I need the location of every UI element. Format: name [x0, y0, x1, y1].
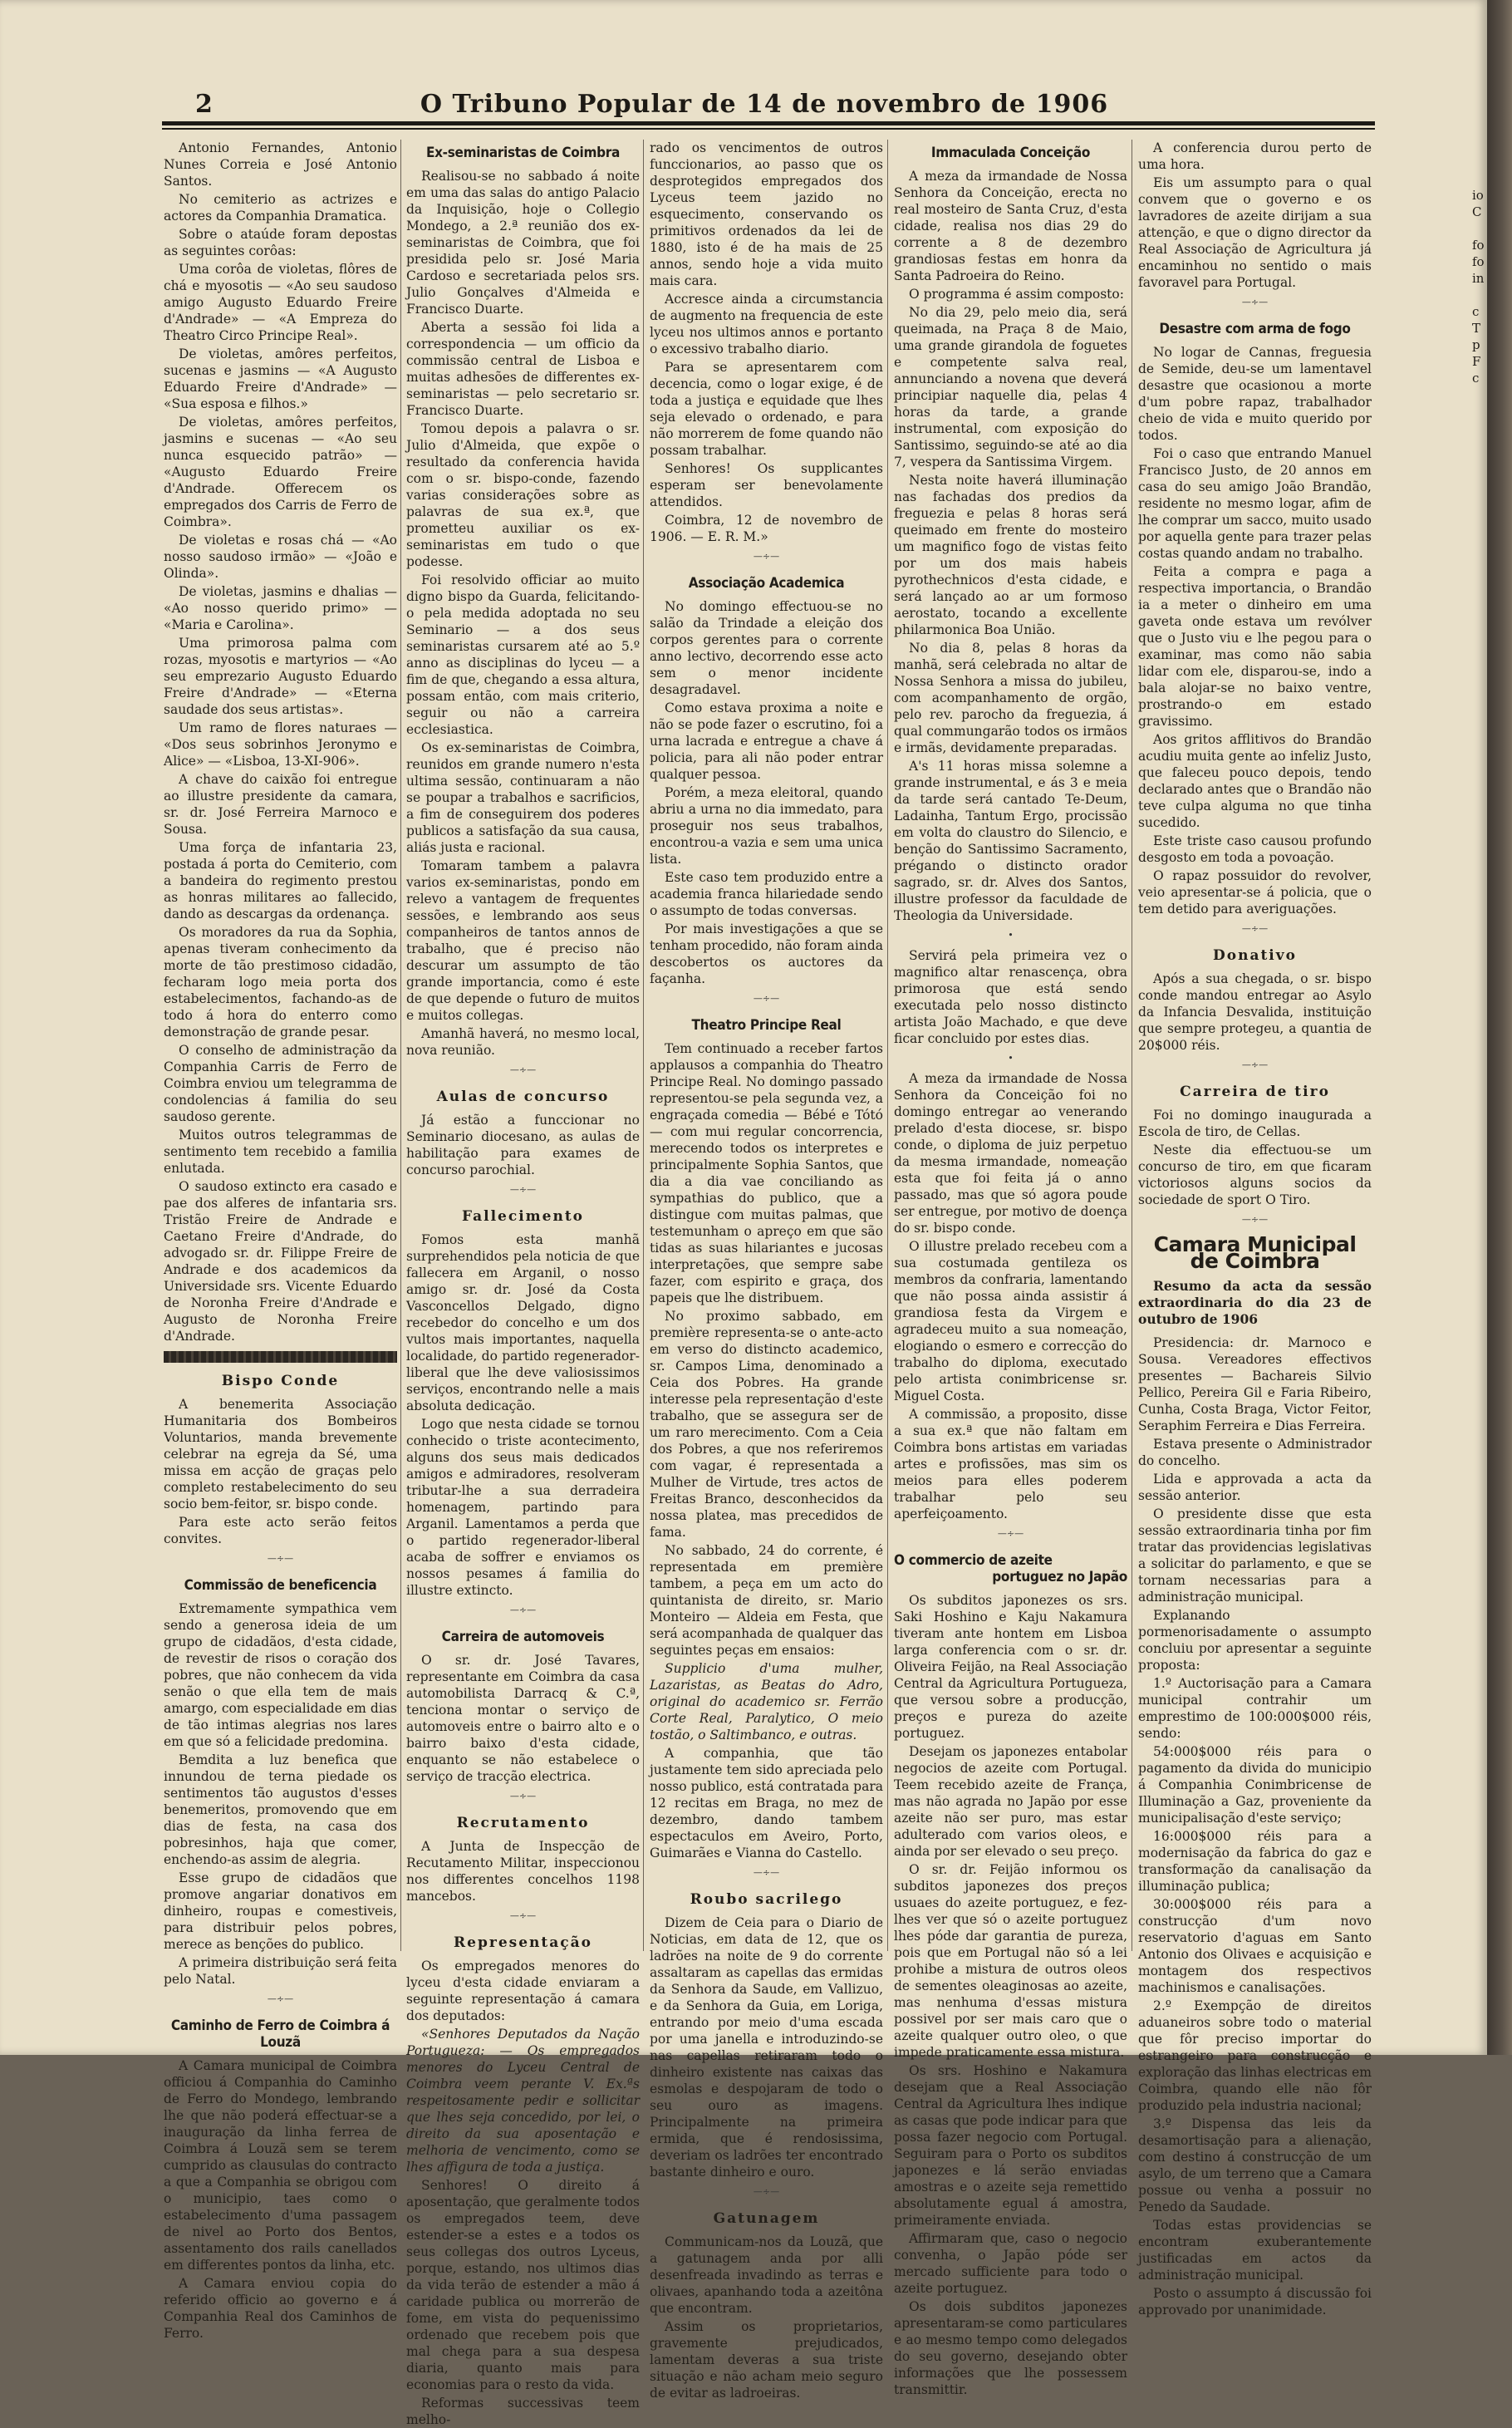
paragraph: Communicam-nos da Louzã, que a gatunagem anda por alli desenfreada invadindo as terras e olivaes, apanhando toda a azeitôna que encontram.	[650, 2234, 883, 2316]
heading-associacao-academica: Associação Academica	[688, 575, 845, 592]
paragraph: Foi resolvido officiar ao muito digno bispo da Guarda, felicitando-o pela medida adoptada no seu Seminario — a dos seus seminaristas cursarem até ao 5.º anno as disciplinas do lyceu — a fim de que, chegando a essa altura, possam então, com mais criterio, seguir ou não a carreira ecclesiastica.	[406, 573, 640, 737]
ornament: —∻—	[509, 1605, 537, 1615]
column-2	[406, 140, 640, 2427]
paragraph: Realisou-se no sabbado á noite em uma das salas do antigo Palacio da Inquisição, hoje o Collegio Mondego, a 2.ª reunião dos ex-seminaristas de Coimbra, que foi presidida pelo sr. José Maria Cardoso e secretariada pelos srs. Julio Gonçalves d'Almeida e Francisco Duarte.	[406, 169, 640, 317]
ornament: —∻—	[267, 1553, 294, 1564]
paragraph: Este triste caso causou profundo desgosto em toda a povoação.	[1138, 833, 1372, 865]
heading-carreira-automoveis: Carreira de automoveis	[441, 1629, 605, 1645]
paragraph: O programma é assim composto:	[909, 287, 1124, 302]
paragraph: Nesta noite haverá illuminação nas fachadas dos predios da freguezia e pelas 8 horas será queimado em frente do mosteiro um magnifico fogo de vistas feito por um dos mais habeis pyrothechnicos d'esta cidade, e será lançado ao ar um formoso aerostato, tocando a excellente philarmonica Boa União.	[894, 473, 1127, 637]
paragraph: Eis um assumpto para o qual convem que o governo e os lavradores de azeite dirijam a sua attenção, e que o digno director da Real Associação de Agricultura já encaminhou no sentido o mais favoravel para Portugal.	[1138, 175, 1372, 290]
paragraph: Foi no domingo inaugurada a Escola de tiro, de Cellas.	[1138, 1108, 1372, 1139]
paragraph: No proximo sabbado, em première representa-se o ante-acto em verso do distincto academico, sr. Campos Lima, denominado a Ceia dos Pobres. Ha grande interesse pela representação d'este trabalho, que se assegura ser de um raro merecimento. Com a Ceia dos Pobres, a que nos referiremos com vagar, é representada a Mulher de Virtude, tres actos de Freitas Branco, desconhecidos da nossa platea, mas precedidos de fama.	[650, 1309, 883, 1540]
paragraph: No dia 8, pelas 8 horas da manhã, será celebrada no altar de Nossa Senhora a missa do jubileu, com acompanhamento de orgão, pelo rev. parocho da freguezia, á qual commungarão todos os irmãos e irmãs, devidamente preparadas.	[894, 641, 1127, 755]
paragraph: A Junta de Inspecção de Recutamento Militar, inspeccionou nos differentes concelhos 1198 mancebos.	[406, 1839, 640, 1904]
paragraph: No cemiterio as actrizes e actores da Companhia Dramatica.	[164, 192, 397, 224]
paragraph: Por mais investigações a que se tenham procedido, não foram ainda descobertos os auctores da façanha.	[650, 922, 883, 986]
paragraph: O rapaz possuidor do revolver, veio apresentar-se á policia, que o tem detido para averiguações.	[1138, 868, 1372, 917]
paragraph: Accresce ainda a circumstancia de augmento na frequencia de este lyceu nos ultimos annos e portanto o excessivo trabalho diario.	[650, 292, 883, 356]
paragraph: A meza da irmandade de Nossa Senhora da Conceição, erecta no real mosteiro de Santa Cruz, d'esta cidade, realisa nos dias 29 do corrente a 8 de dezembro grandiosas festas em honra da Santa Padroeira do Reino.	[894, 169, 1127, 283]
column-5	[1138, 140, 1372, 2317]
ornament: —∻—	[753, 993, 780, 1004]
paragraph: De violetas, amôres perfeitos, sucenas e jasmins — «A Augusto Eduardo Freire d'Andrade» — «Sua esposa e filhos.»	[164, 347, 397, 411]
subheading-resumo-acta: Resumo da acta da sessão extraordinaria do dia 23 de outubro de 1906	[1138, 1278, 1372, 1327]
paragraph: Os dois subditos japonezes apresentaram-se como particulares e ao mesmo tempo como delegados do seu governo, desejando obter informações que lhe possessem transmittir.	[894, 2299, 1127, 2397]
heading-recrutamento: Recrutamento	[456, 1815, 590, 1831]
bullet-separator: •	[1008, 930, 1014, 941]
ornament: —∻—	[267, 1993, 294, 2004]
section-separator-bar	[164, 1351, 397, 1363]
paragraph: Os ex-seminaristas de Coimbra, reunidos em grande numero n'esta ultima sessão, continuaram a não se poupar a trabalhos e sacrificios, a fim de conseguirem dos poderes publicos a satisfação da sua causa, aliás justa e racional.	[406, 740, 640, 855]
paragraph: Tem continuado a receber fartos applausos a companhia do Theatro Principe Real. No domingo passado representou-se pela segunda vez, a engraçada comedia — Bébé e Tótó — com mui regular concorrencia, merecendo todos os interpretes e principalmente Sophia Santos, que dia a dia vae conciliando as sympathias do publico, que a distingue com muitas palmas, que testemunham o apreço em que são tidas as suas hilariantes e jucosas interpretações, que sempre sabe fazer, com espirito e graça, dos papeis que lhe distribuem.	[650, 1041, 883, 1305]
paragraph: O saudoso extincto era casado e pae dos alferes de infantaria srs. Tristão Freire de Andrade e Caetano Freire d'Andrade, do advogado sr. dr. Filippe Freire de Andrade e dos academicos da Universidade srs. Vicente Eduardo de Noronha Freire d'Andrade e Augusto de Noronha Freire d'Andrade.	[164, 1179, 397, 1344]
paragraph: Uma primorosa palma com rozas, myosotis e martyrios — «Ao seu emprezario Augusto Eduardo Freire d'Andrade» — «Eterna saudade dos seus artistas».	[164, 636, 397, 717]
paragraph: De violetas e rosas chá — «Ao nosso saudoso irmão» — «João e Olinda».	[164, 533, 397, 581]
heading-commercio-azeite: O commercio de azeite	[894, 1552, 1053, 1569]
paragraph: Os moradores da rua da Sophia, apenas tiveram conhecimento da morte de tão prestimoso cidadão, fecharam logo meia porta dos estabelecimentos, fachando-as de todo á hora do enterro como demonstração de grande pesar.	[164, 925, 397, 1040]
paragraph: Aberta a sessão foi lida a correspondencia — um officio da commissão central de Lisboa e muitas adhesões de differentes ex-seminaristas — pelo secretario sr. Francisco Duarte.	[406, 320, 640, 418]
paragraph: Porém, a meza eleitoral, quando abriu a urna no dia immedato, para proseguir nos seus trabalhos, encontrou-a vazia e sem uma unica lista.	[650, 785, 883, 867]
ornament: —∻—	[1241, 297, 1269, 307]
next-page-text-fragment: io C fo fo in c T p F c	[1472, 188, 1485, 386]
ornament: —∻—	[509, 1184, 537, 1195]
paragraph: 54:000$000 réis para o pagamento da divida do municipio á Companhia Conimbricense de Illuminação a Gaz, proveniente da municipalisação d'este serviço;	[1138, 1744, 1372, 1826]
ornament: —∻—	[1241, 1059, 1269, 1070]
paragraph: Senhores! O direito á aposentação, que geralmente todos os empregados teem, deve estender-se a estes e a todos os seus collegas dos outros Lyceus, porque, estando, nos ultimos dias da vida terão de estender a mão á caridade publica ou morrerão de fome, em vista do pequenissimo ordenado que recebem pois que mal chega para a sua despesa diaria, quanto mais para economias para o resto da vida.	[406, 2178, 640, 2392]
paragraph: A commissão, a proposito, disse a sua ex.ª que não faltam em Coimbra bons artistas em variadas artes e profissões, mas sim os meios para elles poderem trabalhar pelo seu aperfeiçoamento.	[894, 1407, 1127, 1521]
heading-gatunagem: Gatunagem	[713, 2210, 820, 2227]
paragraph: 3.º Dispensa das leis da desamortisação para a alienação, com destino á construcção de um asylo, de um terreno que a Camara possue ou venha a possuir no Penedo da Saudade.	[1138, 2116, 1372, 2214]
paragraph: A Camara enviou copia do referido officio ao governo e á Companhia Real dos Caminhos de Ferro.	[164, 2276, 397, 2341]
paragraph: A benemerita Associação Humanitaria dos Bombeiros Voluntarios, manda brevemente celebrar na egreja da Sé, uma missa em acção de graças pelo completo restabelecimento do seu socio bem-feitor, sr. bispo conde.	[164, 1397, 397, 1511]
heading-ex-seminaristas: Ex-seminaristas de Coimbra	[425, 145, 621, 161]
paragraph: A conferencia durou perto de uma hora.	[1138, 140, 1372, 172]
ornament: —∻—	[509, 1064, 537, 1075]
column-divider	[643, 140, 644, 1951]
paragraph: Como estava proxima a noite e não se pode fazer o escrutino, foi a urna lacrada e entregue a chave á policia, para ali não poder entrar qualquer pessoa.	[650, 700, 883, 782]
paragraph: Os subditos japonezes os srs. Saki Hoshino e Kaju Nakamura tiveram ante hontem em Lisboa larga conferencia com o sr. dr. Oliveira Feijão, na Real Associação Central da Agricultura Portugueza, que versou sobre a producção, preços e pureza do azeite portuguez.	[894, 1593, 1127, 1741]
masthead: O Tribuno Popular de 14 de novembro de 1906	[420, 90, 1109, 119]
paragraph: Explanando pormenorisadamente o assumpto concluiu por apresentar a seguinte proposta:	[1138, 1608, 1372, 1673]
ornament: —∻—	[753, 1867, 780, 1878]
next-page-edge	[1487, 0, 1512, 2055]
paragraph: O conselho de administração da Companhia Carris de Ferro de Coimbra enviou um telegramma de condolencias á familia do seu saudoso gerente.	[164, 1043, 397, 1124]
paragraph: No domingo effectuou-se no salão da Trindade a eleição dos corpos gerentes para o corrente anno lectivo, decorrendo esse acto sem o menor incidente desagradavel.	[650, 599, 883, 697]
heading-desastre: Desastre com arma de fogo	[1159, 321, 1351, 337]
paragraph: Lida e approvada a acta da sessão anterior.	[1138, 1472, 1372, 1503]
heading-immaculada-conceicao: Immaculada Conceição	[930, 145, 1091, 161]
heading-camara-municipal: Camara Municipal de Coimbra	[1153, 1232, 1357, 1273]
paragraph: Muitos outros telegrammas de sentimento tem recebido a familia enlutada.	[164, 1128, 397, 1176]
paragraph: No sabbado, 24 do corrente, é representada em première tambem, a peça em um acto do quintanista de direito, sr. Mario Monteiro — Aldeia em Festa, que será acompanhada de qualquer das seguintes peças em ensaios:	[650, 1543, 883, 1658]
ornament: —∻—	[1241, 1214, 1269, 1225]
paragraph: Os srs. Hoshino e Nakamura desejam que a Real Associação Central da Agricultura lhes indique as casas que pode indicar para que possa fazer negocio com Portugal. Seguiram para o Porto os subditos japonezes e lá serão enviadas amostras e o azeite seja remettido absolutamente egual á amostra, primeiramente enviada.	[894, 2063, 1127, 2228]
paragraph: A meza da irmandade de Nossa Senhora da Conceição foi no domingo entregar ao venerando prelado d'esta diocese, sr. bispo conde, o diploma de juiz perpetuo da mesma irmandade, nomeação esta que foi feita já o anno passado, mas que só agora poude ser entregue, por motivo de doença do sr. bispo conde.	[894, 1071, 1127, 1236]
paragraph: Esse grupo de cidadãos que promove angariar donativos em dinheiro, roupas e comestiveis, para distribuir pelos pobres, merece as benções do publico.	[164, 1870, 397, 1952]
paragraph: Desejam os japonezes entabolar negocios de azeite com Portugal. Teem recebido azeite de França, mas não agrada no Japão por esse azeite não ser puro, mas estar adulterado com varios oleos, e ainda por ser elevado o seu preço.	[894, 1744, 1127, 1859]
paragraph: A's 11 horas missa solemne a grande instrumental, e ás 3 e meia da tarde será cantado Te-Deum, Ladainha, Tantum Ergo, procissão em volta do claustro do Silencio, e benção do Santissimo Sacramento, prégando o distincto orador sagrado, sr. dr. Alves dos Santos, illustre professor da faculdade de Theologia da Universidade.	[894, 759, 1127, 923]
paragraph: De violetas, amôres perfeitos, jasmins e sucenas — «Ao seu nunca esquecido patrão» — «Augusto Eduardo Freire d'Andrade. Offerecem os empregados dos Carris de Ferro de Coimbra».	[164, 415, 397, 529]
heading-roubo-sacrilego: Roubo sacrilego	[690, 1891, 843, 1908]
header-rule-thin	[162, 128, 1375, 130]
paragraph: No logar de Cannas, freguesia de Semide, deu-se um lamentavel desastre que ocasionou a morte d'um pobre rapaz, trabalhador cheio de vida e muito querido por todos.	[1138, 345, 1372, 443]
paragraph: 1.º Auctorisação para a Camara municipal contrahir um emprestimo de 100:000$000 réis, sendo:	[1138, 1676, 1372, 1741]
paragraph: Todas estas providencias se encontram exuberantemente justificadas em actos da administração municipal.	[1138, 2218, 1372, 2283]
paragraph: Após a sua chegada, o sr. bispo conde mandou entregar ao Asylo da Infancia Desvalida, instituição que sempre protegeu, a quantia de 20$000 réis.	[1138, 971, 1372, 1053]
paragraph: Supplicio d'uma mulher, Lazaristas, as Beatas do Adro, original do academico sr. Ferrão Corte Real, Paralytico, O meio tostão, o Saltimbanco, e outras.	[650, 1661, 883, 1742]
paragraph: O presidente disse que esta sessão extraordinaria tinha por fim tratar das providencias legislativas a solicitar do parlamento, e que se tornam necessarias para a administração municipal.	[1138, 1506, 1372, 1605]
ornament: —∻—	[509, 1791, 537, 1801]
paragraph: Senhores! Os supplicantes esperam ser benevolamente attendidos.	[650, 461, 883, 509]
heading-fallecimento: Fallecimento	[461, 1208, 585, 1225]
paragraph: Fomos esta manhã surprehendidos pela noticia de que fallecera em Arganil, o nosso amigo sr. dr. José da Costa Vasconcellos Delgado, digno recebedor do concelho e um dos vultos mais importantes, naquella localidade, do partido regenerador-liberal que lhe deve valiosissimos serviços, encontrando nelle a mais absoluta dedicação.	[406, 1232, 640, 1413]
paragraph: A Camara municipal de Coimbra officiou á Companhia do Caminho de Ferro do Mondego, lembrando lhe que não poderá effectuar-se a inauguração da linha ferrea de Coimbra á Louzã sem se terem cumprido as clausulas do contracto a que a Companhia se obrigou com o municipio, taes como o estabelecimento d'uma passagem de nivel ao Porto dos Bentos, assentamento dos rails canellados em differentes pontos da linha, etc.	[164, 2058, 397, 2273]
header-rule	[162, 121, 1375, 125]
paragraph: Dizem de Ceia para o Diario de Noticias, em data de 12, que os ladrões na noite de 9 do corrente assaltaram as capellas das ermidas da Senhora da Saude, em Vallizuo, e da Senhora da Guia, em Loriga, entrando por meio d'uma escada por uma janella e introduzindo-se nas capellas retiraram todo o dinheiro existente nas caixas das esmolas e despojaram de todo o seu ouro as imagens. Principalmente na primeira ermida, que é rendosissima, deveriam os ladrões ter encontrado bastante dinheiro e ouro.	[650, 1915, 883, 2180]
column-divider	[400, 140, 401, 1951]
paragraph: Coimbra, 12 de novembro de 1906. — E. R. M.»	[650, 513, 883, 544]
paragraph: Assim os proprietarios, gravemente prejudicados, lamentam deveras a sua triste situação e não acham meio seguro de evitar as ladroeiras.	[650, 2319, 883, 2401]
paragraph: «Senhores Deputados da Nação Portugueza: — Os empregados menores do Lyceu Central de Coimbra veem perante V. Ex.ªs respeitosamente pedir e sollicitar que lhes seja concedido, por lei, o direito da sua aposentação e melhoria de vencimento, como se lhes affigura de toda a justiça.	[406, 2027, 640, 2175]
page-header	[162, 90, 1367, 118]
column-divider	[887, 140, 888, 1951]
paragraph: O sr. dr. Feijão informou os subditos japonezes dos preços usuaes do azeite portuguez, e fez-lhes ver que só o azeite portuguez lhes póde dar garantia de pureza, pois que em Portugal não só a lei prohibe a mistura de outros oleos de sementes oleaginosas ao azeite, mas nenhuma d'essas mistura possivel por ser mais caro que o azeite qualquer outro oleo, o que impede praticamente essa mistura.	[894, 1862, 1127, 2060]
column-3	[650, 140, 883, 2401]
paragraph: 16:000$000 réis para a modernisação da fabrica do gaz e transformação da canalisação da illuminação publica;	[1138, 1829, 1372, 1894]
paragraph: Bemdita a luz benefica que innundou de terna piedade os sentimentos tão augustos d'esses benemeritos, promovendo que em dias de festa, na casa dos pobresinhos, haja que comer, enchendo-as assim de alegria.	[164, 1752, 397, 1867]
paragraph: Os empregados menores do lyceu d'esta cidade enviaram a seguinte representação á camara dos deputados:	[406, 1959, 640, 2023]
ornament: —∻—	[509, 1910, 537, 1921]
heading-representacao: Representação	[454, 1934, 592, 1951]
paragraph: A primeira distribuição será feita pelo Natal.	[164, 1955, 397, 1987]
paragraph: Um ramo de flores naturaes — «Dos seus sobrinhos Jeronymo e Alice» — «Lisboa, 13-XI-906».	[164, 720, 397, 769]
heading-donativo: Donativo	[1213, 947, 1297, 964]
paragraph: 2.º Exempção de direitos aduaneiros sobre todo o material que fôr preciso importar do estrangeiro para construcção e exploração das linhas electricas em Coimbra, quando elle não fôr produzido pela industria nacional;	[1138, 1998, 1372, 2113]
paragraph: De violetas, jasmins e dhalias — «Ao nosso querido primo» — «Maria e Carolina».	[164, 584, 397, 632]
paragraph: A companhia, que tão justamente tem sido apreciada pelo nosso publico, está contratada para 12 recitas em Braga, no mez de dezembro, dando tambem espectaculos em Aveiro, Porto, Guimarães e Vianna do Castello.	[650, 1746, 883, 1860]
heading-caminho-ferro: Caminho de Ferro de Coimbra á Louzã	[170, 2018, 390, 2051]
paragraph: Extremamente sympathica vem sendo a generosa ideia de um grupo de cidadãos, d'esta cidade, de revestir de risos o coração dos pobres, que não conhecem da vida senão o que ella tem de mais amargo, com especialidade em dias de tão intimas alegrias nos lares em que só a felicidade predomina.	[164, 1601, 397, 1749]
paragraph: Affirmaram que, caso o negocio convenha, o Japão póde ser mercado sufficiente para todo o azeite portuguez.	[894, 2231, 1127, 2296]
paragraph: rado os vencimentos de outros funccionarios, ao passo que os desprotegidos empregados dos Lyceus teem jazido no esquecimento, conservando os primitivos ordenados da lei de 1880, isto é de ha mais de 25 annos, sendo hoje a vida muito mais cara.	[650, 140, 883, 288]
paragraph: Estava presente o Administrador do concelho.	[1138, 1437, 1372, 1468]
page-number: 2	[195, 90, 213, 119]
paragraph: Sobre o ataúde foram depostas as seguintes corôas:	[164, 227, 397, 258]
paragraph: Presidencia: dr. Marnoco e Sousa. Vereadores effectivos presentes — Bachareis Silvio Pellico, Pereira Gil e Faria Ribeiro, Cunha, Costa Braga, Victor Feitor, Seraphim Ferreira e Dias Ferreira.	[1138, 1335, 1372, 1433]
paragraph: A chave do caixão foi entregue ao illustre presidente da camara, sr. dr. José Ferreira Marnoco e Sousa.	[164, 772, 397, 837]
column-4	[894, 140, 1127, 2397]
heading-commissao-beneficencia: Commissão de beneficencia	[184, 1577, 377, 1594]
paragraph: Antonio Fernandes, Antonio Nunes Correia e José Antonio Santos.	[164, 140, 397, 189]
ornament: —∻—	[1241, 923, 1269, 934]
paragraph: Tomaram tambem a palavra varios ex-seminaristas, pondo em relevo a vantagem de frequentes sessões, e lembrando aos seus companheiros de tantos annos de trabalho, que é preciso não descurar um assumpto de tão grande importancia, como é este de que depende o futuro de muitos e muitos collegas.	[406, 858, 640, 1023]
paragraph: Servirá pela primeira vez o magnifico altar renascença, obra primorosa que está sendo executada pelo nosso distincto artista João Machado, e que deve ficar concluido por estes dias.	[894, 948, 1127, 1046]
paragraph: Tomou depois a palavra o sr. Julio d'Almeida, que expõe o resultado da conferencia havida com o sr. bispo-conde, fazendo varias considerações sobre as palavras de sua ex.ª, que prometteu auxiliar os ex-seminaristas em tudo o que podesse.	[406, 421, 640, 569]
heading-bispo-conde: Bispo Conde	[221, 1373, 340, 1389]
heading-theatro-principe-real: Theatro Principe Real	[691, 1017, 842, 1034]
paragraph: Uma força de infantaria 23, postada á porta do Cemiterio, com a bandeira do regimento prestou as honras militares ao fallecido, dando as descargas da ordenança.	[164, 840, 397, 922]
heading-commercio-azeite-line2: portuguez no Japão	[992, 1569, 1127, 1585]
paragraph: Para se apresentarem com decencia, como o logar exige, é de toda a justiça e equidade que lhes seja elevado o ordenado, e para não morrerem de fome quando não possam trabalhar.	[650, 360, 883, 458]
paragraph: No dia 29, pelo meio dia, será queimada, na Praça 8 de Maio, uma grande girandola de foguetes e competente salva real, annunciando a novena que deverá principiar naquelle dia, pelas 4 horas da tarde, a grande instrumental, com exposição do Santissimo, seguindo-se até ao dia 7, vespera da Santissima Virgem.	[894, 305, 1127, 469]
paragraph: Este caso tem produzido entre a academia franca hilariedade sendo o assumpto de todas conversas.	[650, 870, 883, 918]
paragraph: O illustre prelado recebeu com a sua costumada gentileza os membros da confraria, lamentando que não possa ainda assistir á grandiosa festa da Virgem e agradeceu muito a sua nomeação, elogiando o esmero e correcção do trabalho do diploma, executado pelo artista conimbricense sr. Miguel Costa.	[894, 1239, 1127, 1403]
paragraph: Neste dia effectuou-se um concurso de tiro, em que ficaram victoriosos alguns socios da sociedade de sport O Tiro.	[1138, 1143, 1372, 1207]
paragraph: Uma corôa de violetas, flôres de chá e myosotis — «Ao seu saudoso amigo Augusto Eduardo Freire d'Andrade» — «A Empreza do Theatro Circo Principe Real».	[164, 262, 397, 343]
paragraph: Feita a compra e paga a respectiva importancia, o Brandão ia a meter o dinheiro em uma gaveta onde estava um revólver que o Justo viu e lhe pegou para o examinar, mas como não sabia lidar com ele, disparou-se, indo a bala alojar-se no baixo ventre, prostrando-o em estado gravissimo.	[1138, 564, 1372, 729]
paragraph: Já estão a funccionar no Seminario diocesano, as aulas de habilitação para exames de concurso parochial.	[406, 1113, 640, 1177]
paragraph: Posto o assumpto á discussão foi approvado por unanimidade.	[1138, 2286, 1372, 2317]
bullet-separator: •	[1008, 1053, 1014, 1064]
paragraph: Aos gritos afflitivos do Brandão acudiu muita gente ao infeliz Justo, que faleceu pouco depois, tendo declarado antes que o Brandão não teve culpa alguma no que tinha sucedido.	[1138, 732, 1372, 830]
paragraph: Logo que nesta cidade se tornou conhecido o triste acontecimento, alguns dos seus mais dedicados amigos e admiradores, resolveram tributar-lhe a sua derradeira homenagem, partindo para Arganil. Lamentamos a perda que o partido regenerador-liberal acaba de soffrer e enviamos os nossos pesames á familia do illustre extincto.	[406, 1417, 640, 1598]
paragraph: O sr. dr. José Tavares, representante em Coimbra da casa automobilista Darracq & C.ª, tenciona montar o serviço de automoveis entre o bairro alto e o bairro baixo d'esta cidade, enquanto se não estabelece o serviço de tracção electrica.	[406, 1653, 640, 1784]
paragraph: 30:000$000 réis para a construcção d'um novo reservatorio d'aguas em Santo Antonio dos Olivaes e acquisição e montagem dos respectivos machinismos e canalisações.	[1138, 1897, 1372, 1995]
paragraph: Reformas successivas teem melho-	[406, 2396, 640, 2427]
paragraph: Amanhã haverá, no mesmo local, nova reunião.	[406, 1026, 640, 1058]
heading-carreira-tiro: Carreira de tiro	[1180, 1084, 1330, 1100]
paragraph: Para este acto serão feitos convites.	[164, 1515, 397, 1546]
ornament: —∻—	[753, 2186, 780, 2197]
heading-aulas-concurso: Aulas de concurso	[436, 1089, 610, 1105]
column-1	[164, 140, 397, 2341]
ornament: —∻—	[997, 1528, 1024, 1539]
paragraph: Foi o caso que entrando Manuel Francisco Justo, de 20 annos em casa do seu amigo João Brandão, residente no mesmo logar, afim de lhe comprar um sacco, muito usado por aquella gente para trazer pelas costas quando andam no trabalho.	[1138, 446, 1372, 561]
ornament: —∻—	[753, 551, 780, 562]
